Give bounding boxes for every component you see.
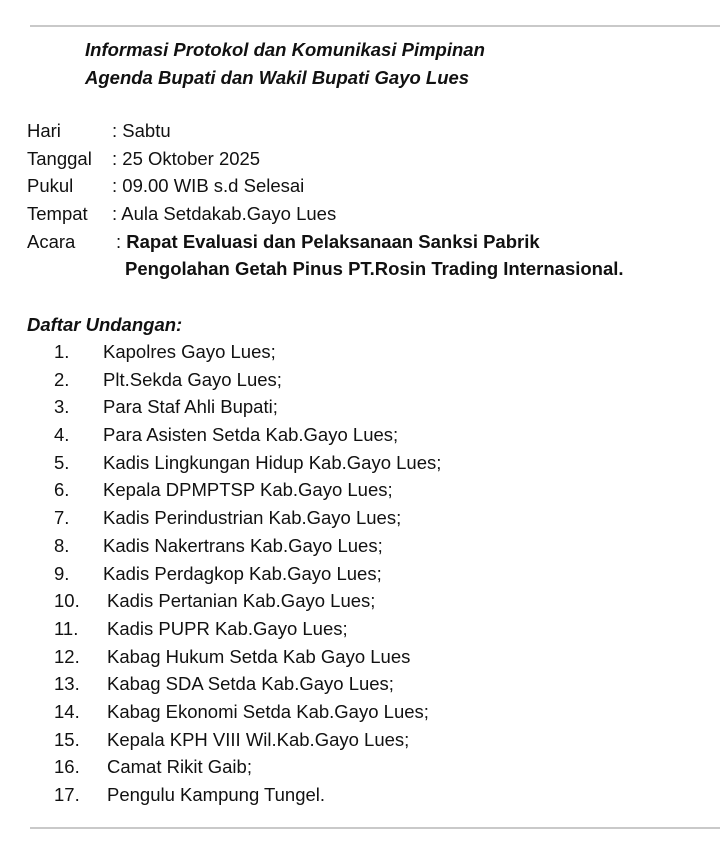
list-item-number: 10. — [54, 590, 80, 612]
list-item — [0, 338, 720, 366]
list-item-number: 13. — [54, 673, 80, 695]
list-item — [0, 532, 720, 560]
list-item — [0, 615, 720, 643]
info-value-tanggal: : 25 Oktober 2025 — [112, 147, 261, 169]
document-heading — [85, 36, 485, 92]
info-value-tempat: : Aula Setdakab.Gayo Lues — [112, 203, 337, 225]
list-item-number: 3. — [54, 396, 70, 418]
list-item — [0, 366, 720, 394]
list-item-number: 8. — [54, 534, 70, 556]
list-item-number: 1. — [54, 341, 70, 362]
list-item — [0, 476, 720, 504]
acara-line-1: Rapat Evaluasi dan Pelaksanaan Sanksi Pabrik — [126, 230, 540, 252]
list-item — [0, 560, 720, 588]
bottom-divider — [30, 827, 720, 829]
list-item-text: Kepala KPH VIII Wil.Kab.Gayo Lues; — [107, 728, 410, 750]
info-label-acara: Acara — [27, 230, 76, 252]
list-item — [0, 781, 720, 809]
list-item-number: 2. — [54, 368, 70, 390]
info-label-pukul: Pukul — [27, 175, 74, 197]
list-item — [0, 753, 720, 781]
list-item — [0, 393, 720, 421]
list-item-text: Kadis Lingkungan Hidup Kab.Gayo Lues; — [103, 451, 442, 473]
list-item-text: Para Asisten Setda Kab.Gayo Lues; — [103, 424, 399, 446]
list-item — [0, 698, 720, 726]
invitation-list — [0, 338, 720, 809]
list-item-number: 14. — [54, 700, 80, 722]
list-item-number: 11. — [54, 617, 79, 639]
top-divider — [30, 25, 720, 27]
info-value-pukul: : 09.00 WIB s.d Selesai — [112, 175, 305, 197]
acara-colon: : — [116, 230, 127, 252]
list-item-number: 6. — [54, 479, 70, 501]
info-label-tanggal: Tanggal — [27, 147, 92, 169]
list-item-number: 16. — [54, 756, 80, 778]
list-item-text: Kepala DPMPTSP Kab.Gayo Lues; — [103, 479, 393, 501]
heading-line-2: Agenda Bupati dan Wakil Bupati Gayo Lues — [85, 67, 470, 88]
list-item — [0, 421, 720, 449]
list-item-number: 17. — [54, 784, 80, 805]
invitation-list-title: Daftar Undangan: — [27, 314, 183, 335]
list-item-text: Kabag Hukum Setda Kab Gayo Lues — [107, 645, 411, 667]
list-item-number: 12. — [54, 645, 80, 667]
heading-line-1: Informasi Protokol dan Komunikasi Pimpinan — [85, 39, 485, 60]
list-item-text: Kabag SDA Setda Kab.Gayo Lues; — [107, 673, 394, 695]
info-value-hari: : Sabtu — [112, 120, 171, 141]
list-item-number: 9. — [54, 562, 70, 584]
list-item-text: Kadis PUPR Kab.Gayo Lues; — [107, 617, 348, 639]
list-item-text: Kabag Ekonomi Setda Kab.Gayo Lues; — [107, 700, 429, 722]
list-item-number: 4. — [54, 424, 70, 446]
list-item-text: Kadis Pertanian Kab.Gayo Lues; — [107, 590, 376, 612]
list-item-number: 7. — [54, 507, 70, 529]
list-item — [0, 643, 720, 671]
info-label-tempat: Tempat — [27, 203, 88, 225]
info-label-hari: Hari — [27, 120, 61, 141]
info-value-acara — [116, 228, 540, 256]
list-item-text: Kadis Perdagkop Kab.Gayo Lues; — [103, 562, 382, 584]
list-item-text: Pengulu Kampung Tungel. — [107, 784, 326, 805]
list-item-text: Kapolres Gayo Lues; — [103, 341, 276, 362]
list-item — [0, 449, 720, 477]
list-item-text: Kadis Nakertrans Kab.Gayo Lues; — [103, 534, 383, 556]
list-item-text: Para Staf Ahli Bupati; — [103, 396, 278, 418]
list-item-text: Camat Rikit Gaib; — [107, 756, 252, 778]
list-item — [0, 587, 720, 615]
list-item-number: 5. — [54, 451, 70, 473]
list-item-text: Kadis Perindustrian Kab.Gayo Lues; — [103, 507, 402, 529]
acara-line-2: Pengolahan Getah Pinus PT.Rosin Trading Internasional. — [125, 258, 624, 280]
list-item — [0, 670, 720, 698]
list-item — [0, 504, 720, 532]
list-item — [0, 726, 720, 754]
list-item-text: Plt.Sekda Gayo Lues; — [103, 368, 282, 390]
list-item-number: 15. — [54, 728, 80, 750]
